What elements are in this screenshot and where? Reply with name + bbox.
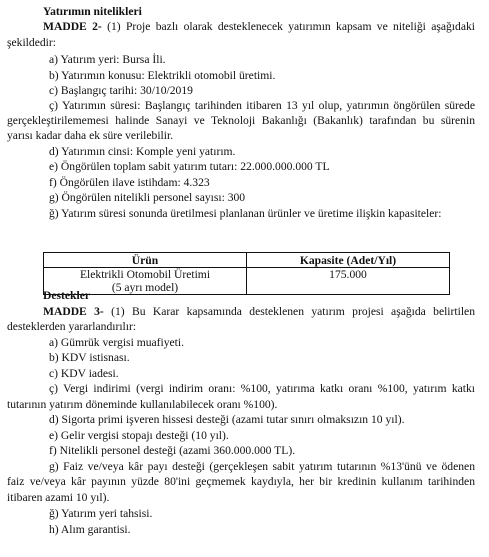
article-2-line1	[7, 20, 475, 33]
list-item: b) Yatırımın konusu: Elektrikli otomobil üretimi.	[49, 69, 276, 82]
table-header-product: Ürün	[44, 253, 247, 268]
table-header-row	[44, 253, 450, 268]
list-item: d) Yatırımın cinsi: Komple yeni yatırım.	[49, 145, 236, 158]
list-item: h) Alım garantisi.	[49, 523, 131, 536]
table-cell-capacity: 175.000	[247, 268, 450, 295]
list-item-continuation: yarısı kadar daha ek süre verilebilir.	[7, 129, 174, 142]
list-item: d) Sigorta primi işveren hissesi desteği (azami tutar sınırı olmaksızın 10 yıl).	[49, 413, 405, 426]
list-item-continuation: gerçekleştirilememesi halinde Sanayi ve Teknoloji Bakanlığı (Bakanlık) tarafından bu sürenin	[7, 114, 475, 127]
list-item: g) Öngörülen nitelikli personel sayısı: 300	[49, 191, 246, 204]
list-item: ğ) Yatırım yeri tahsisi.	[49, 507, 153, 520]
product-name: Elektrikli Otomobil Üretimi	[79, 268, 211, 281]
list-item: ğ) Yatırım süresi sonunda üretilmesi planlanan ürünler ve üretime ilişkin kapasiteler:	[49, 207, 442, 220]
list-item: e) Öngörülen toplam sabit yatırım tutarı: 22.000.000.000 TL	[49, 160, 330, 173]
table-header-capacity: Kapasite (Adet/Yıl)	[247, 253, 450, 268]
article-3-line1	[7, 305, 475, 318]
list-item: g) Faiz ve/veya kâr payı desteği (gerçekleşen sabit yatırım tutarının %13'ünü ve ödenen	[49, 460, 475, 473]
article-2-label: MADDE 2-	[43, 20, 102, 33]
list-item: e) Gelir vergisi stopajı desteği (10 yıl).	[49, 429, 229, 442]
list-item: a) Gümrük vergisi muafiyeti.	[49, 336, 185, 349]
article-3-label: MADDE 3-	[43, 305, 104, 318]
product-model-note: (5 ayrı model)	[111, 281, 179, 294]
article-3-text: (1) Bu Karar kapsamında desteklenen yatırım projesi aşağıda belirtilen	[103, 305, 475, 318]
list-item: f) Nitelikli personel desteği (azami 360.000.000 TL).	[49, 444, 296, 457]
list-item: c) KDV iadesi.	[49, 367, 119, 380]
list-item: c) Başlangıç tarihi: 30/10/2019	[49, 84, 193, 97]
table-row	[44, 268, 450, 295]
list-item: ç) Yatırımın süresi: Başlangıç tarihinden itibaren 13 yıl olup, yatırımın öngörülen sürede	[49, 99, 475, 112]
list-item: f) Öngörülen ilave istihdam: 4.323	[49, 176, 210, 189]
article-2-line2: şekildedir:	[7, 36, 56, 49]
section-heading-investment: Yatırımın nitelikleri	[43, 5, 142, 18]
list-item-continuation: tutarının yatırım döneminde kullanılabilecek oranı %100).	[7, 398, 278, 411]
capacity-table	[43, 252, 450, 295]
article-2-text: (1) Proje bazlı olarak desteklenecek yatırımın kapsam ve niteliği aşağıdaki	[101, 20, 475, 33]
list-item: ç) Vergi indirimi (vergi indirim oranı: %100, yatırıma katkı oranı %100, yatırım katkı	[49, 382, 475, 395]
list-item-continuation: itibaren azami 10 yıl).	[7, 491, 110, 504]
list-item: b) KDV istisnası.	[49, 351, 130, 364]
article-3-line2: desteklerden yararlandırılır:	[7, 320, 137, 333]
section-heading-supports: Destekler	[43, 289, 90, 302]
list-item-continuation: faiz ve/veya kâr payının yüzde 80'ini geçmemek kaydıyla, her bir kredinin kullanım tarihinden	[7, 475, 475, 488]
list-item: a) Yatırım yeri: Bursa İli.	[49, 53, 166, 66]
